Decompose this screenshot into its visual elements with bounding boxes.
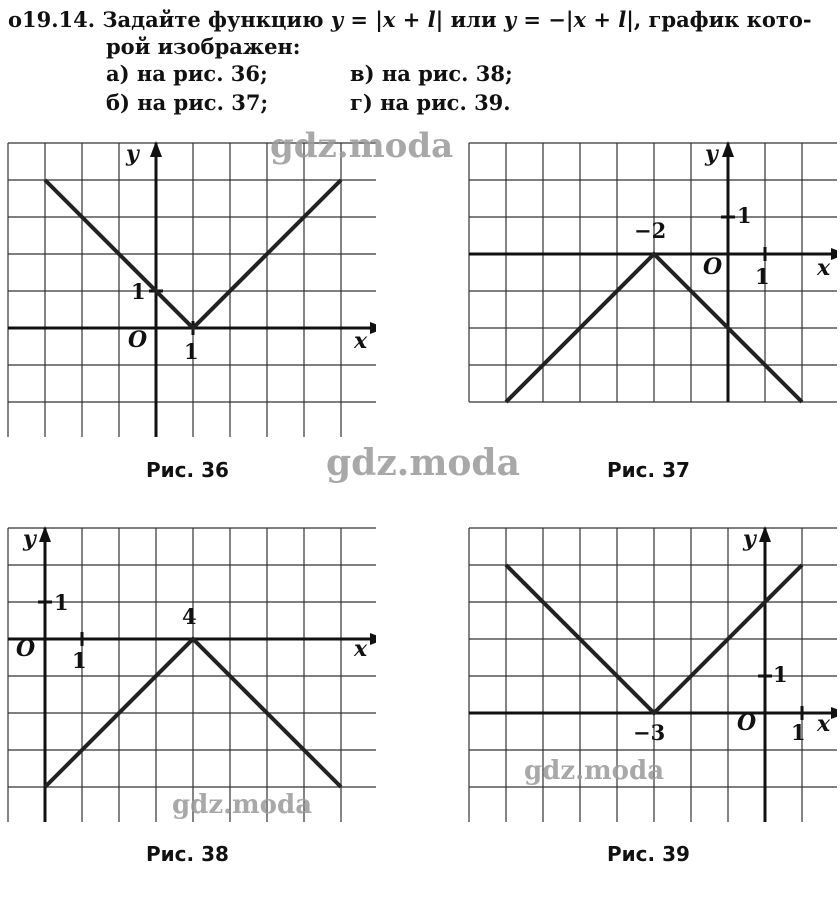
tick-label-x1-38: 1: [72, 648, 87, 673]
caption-36: Рис. 36: [146, 458, 229, 482]
axis-x-label-39: x: [817, 711, 831, 737]
option-b: б) на рис. 37;: [106, 90, 269, 115]
tick-label-x4-38: 4: [182, 604, 197, 629]
caption-37: Рис. 37: [607, 458, 690, 482]
problem-number: о19.14.: [8, 7, 96, 32]
axis-y-label-36: y: [126, 141, 139, 167]
figure-36: [6, 141, 376, 437]
formula-1: y = |x + l|: [330, 7, 444, 32]
axes-36: [8, 141, 376, 437]
problem-statement: [8, 6, 834, 60]
tick-label-xm3-39: −3: [633, 720, 666, 745]
origin-label-39: O: [737, 710, 757, 736]
x-axis-arrow: [370, 322, 376, 334]
problem-line-1: [8, 6, 834, 33]
problem-line-2: рой изображен:: [106, 34, 301, 59]
grid-37: [469, 143, 837, 402]
option-v: в) на рис. 38;: [350, 61, 513, 86]
axis-x-label-37: x: [817, 255, 831, 281]
origin-label-36: O: [128, 327, 148, 353]
grid-36: [8, 143, 376, 437]
x-axis-arrow: [831, 707, 837, 719]
axis-y-label-38: y: [23, 526, 36, 552]
problem-text-1: Задайте функцию: [102, 7, 331, 32]
axes-38: [8, 526, 376, 822]
watermark-4: gdz.moda: [524, 756, 665, 786]
tick-label-x1-37: 1: [755, 264, 770, 289]
axis-y-label-39: y: [743, 526, 756, 552]
option-g: г) на рис. 39.: [350, 90, 511, 115]
tick-label-xm2-37: −2: [634, 218, 667, 243]
origin-label-37: O: [703, 254, 723, 280]
option-a: а) на рис. 36;: [106, 61, 268, 86]
problem-text-or: или: [443, 7, 504, 32]
formula-2: y = −|x + l|: [503, 7, 634, 32]
tick-label-y1-38: 1: [54, 590, 69, 615]
watermark-3: gdz.moda: [172, 790, 313, 820]
x-axis-arrow: [831, 248, 837, 260]
tick-label-x1-39: 1: [791, 720, 806, 745]
figure-37: [467, 141, 837, 437]
grid-38: [8, 528, 376, 822]
problem-text-2: , график кото-: [633, 7, 812, 32]
origin-label-38: O: [16, 636, 36, 662]
watermark-2: gdz.moda: [326, 442, 520, 484]
figure-38: [6, 526, 376, 822]
axis-y-label-37: y: [705, 141, 718, 167]
tick-label-y1-36: 1: [131, 279, 146, 304]
tick-label-y1-39: 1: [773, 662, 788, 687]
axis-x-label-36: x: [354, 328, 368, 354]
tick-label-y1-37: 1: [737, 203, 752, 228]
tick-label-x1-36: 1: [184, 339, 199, 364]
x-axis-arrow: [370, 633, 376, 645]
caption-39: Рис. 39: [607, 842, 690, 866]
caption-38: Рис. 38: [146, 842, 229, 866]
axis-x-label-38: x: [354, 636, 368, 662]
watermark-1: gdz.moda: [270, 126, 454, 166]
